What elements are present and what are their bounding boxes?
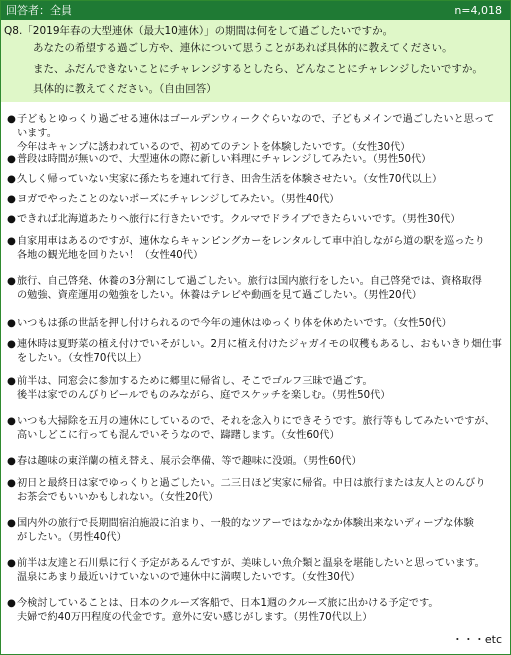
answer-text-line: 連休時は夏野菜の植え付けでいそがしい。2月に植え付けたジャガイモの収穫もあるし、おもいきり畑仕事 xyxy=(17,339,502,350)
bullet-icon: ● xyxy=(7,598,16,609)
question-line-3: また、ふだんできないことにチャレンジするとしたら、どんなことにチャレンジしたいですか。 xyxy=(33,63,483,75)
bullet-icon: ● xyxy=(7,194,16,205)
bullet-icon: ● xyxy=(7,478,16,489)
bullet-icon: ● xyxy=(7,339,16,350)
answer-text-line: 旅行、自己啓発、休養の3分割にして過ごしたい。旅行は国内旅行をしたい。自己啓発では、資格取得 xyxy=(17,276,482,287)
answer-text-line: お茶会でもいいかもしれない。（女性20代） xyxy=(17,492,219,503)
answer-text-line: 自家用車はあるのですが、連休ならキャンピングカーをレンタルして車中泊しながら道の駅を巡ったり xyxy=(17,236,485,247)
answer-text-line: 国内外の旅行で長期間宿泊施設に泊まり、一般的なツアーではなかなか体験出来ないディープな体験 xyxy=(17,518,474,529)
bullet-icon: ● xyxy=(7,276,16,287)
answer-list xyxy=(1,107,510,627)
answer-text-line: 春は趣味の東洋蘭の植え替え、展示会準備、等で趣味に没頭。（男性60代） xyxy=(17,456,362,467)
bullet-icon: ● xyxy=(7,456,16,467)
answer-text-line: 久しく帰っていない実家に孫たちを連れて行き、田舎生活を体験させたい。（女性70代以上） xyxy=(17,174,443,185)
bullet-icon: ● xyxy=(7,154,16,165)
answer-text-line: 子どもとゆっくり過ごせる連休はゴールデンウィークぐらいなので、子どもメインで過ごしたいと思っています。 xyxy=(17,114,495,139)
bullet-icon: ● xyxy=(7,416,16,427)
bullet-icon: ● xyxy=(7,214,16,225)
answer-text-line: ヨガでやったことのないポーズにチャレンジしてみたい。（男性40代） xyxy=(17,194,340,205)
answer-text-line: 夫婦で約40万円程度の代金です。意外に安い感じがします。（男性70代以上） xyxy=(17,612,373,623)
answer-text-line: 温泉にあまり最近いけていないので連休中に満喫したいです。（女性30代） xyxy=(17,572,361,583)
answer-text-line: 普段は時間が無いので、大型連休の際に新しい料理にチャレンジしてみたい。（男性50代） xyxy=(17,154,432,165)
answer-text-line: 前半は、同窓会に参加するために郷里に帰省し、そこでゴルフ三昧で過ごす。 xyxy=(17,376,373,387)
etc-label: ・・・etc xyxy=(451,633,502,646)
respondents-bar xyxy=(1,1,510,20)
question-line-1: Q8.「2019年春の大型連休（最大10連休）」の期間は何をして過ごしたいですか。 xyxy=(4,25,394,37)
question-box xyxy=(1,20,510,102)
bullet-icon: ● xyxy=(7,518,16,529)
answer-text-line: 今年はキャンプに誘われているので、初めてのテントを体験したいです。（女性30代） xyxy=(17,142,411,153)
bullet-icon: ● xyxy=(7,174,16,185)
question-line-2: あなたの希望する過ごし方や、連休について思うことがあれば具体的に教えてください。 xyxy=(33,42,453,54)
bullet-icon: ● xyxy=(7,376,16,387)
answer-text-line: できれば北海道あたりへ旅行に行きたいです。クルマでドライブできたらいいです。（男性30代） xyxy=(17,214,461,225)
answer-text-line: いつもは孫の世話を押し付けられるので今年の連休はゆっくり体を休めたいです。（女性50代） xyxy=(17,318,452,329)
answer-text-line: 後半は家でのんびりビールでものみながら、庭でスケッチを楽しむ。（男性50代） xyxy=(17,390,391,401)
answer-text-line: の勉強、資産運用の勉強をしたい。休養はテレビや動画を見て過ごしたい。（男性20代） xyxy=(17,290,422,301)
bullet-icon: ● xyxy=(7,318,16,329)
respondents-label: 回答者：全員 xyxy=(6,4,72,17)
answer-text-line: 今検討していることは、日本のクルーズ客船で、日本1週のクルーズ旅に出かける予定です。 xyxy=(17,598,439,609)
question-line-4: 具体的に教えてください。（自由回答） xyxy=(33,83,217,95)
answer-text-line: をしたい。（女性70代以上） xyxy=(17,353,148,364)
answer-text-line: がしたい。（男性40代） xyxy=(17,532,127,543)
answer-text-line: 高いしどこに行っても混んでいそうなので、躊躇します。（女性60代） xyxy=(17,430,340,441)
bullet-icon: ● xyxy=(7,236,16,247)
answer-text-line: 初日と最終日は家でゆっくりと過ごしたい。二三日ほど実家に帰省。中日は旅行または友人とのんびり xyxy=(17,478,486,489)
sample-size: n=4,018 xyxy=(454,4,502,17)
answer-text-line: 各地の観光地を回りたい！（女性40代） xyxy=(17,250,204,261)
answer-text-line: いつも大掃除を五月の連休にしているので、それを念入りにできそうです。旅行等もしてみたいですが、 xyxy=(17,416,495,427)
bullet-icon: ● xyxy=(7,558,16,569)
bullet-icon: ● xyxy=(7,114,16,125)
answer-text-line: 前半は友達と石川県に行く予定があるんですが、美味しい魚介類と温泉を堪能したいと思っています。 xyxy=(17,558,485,569)
